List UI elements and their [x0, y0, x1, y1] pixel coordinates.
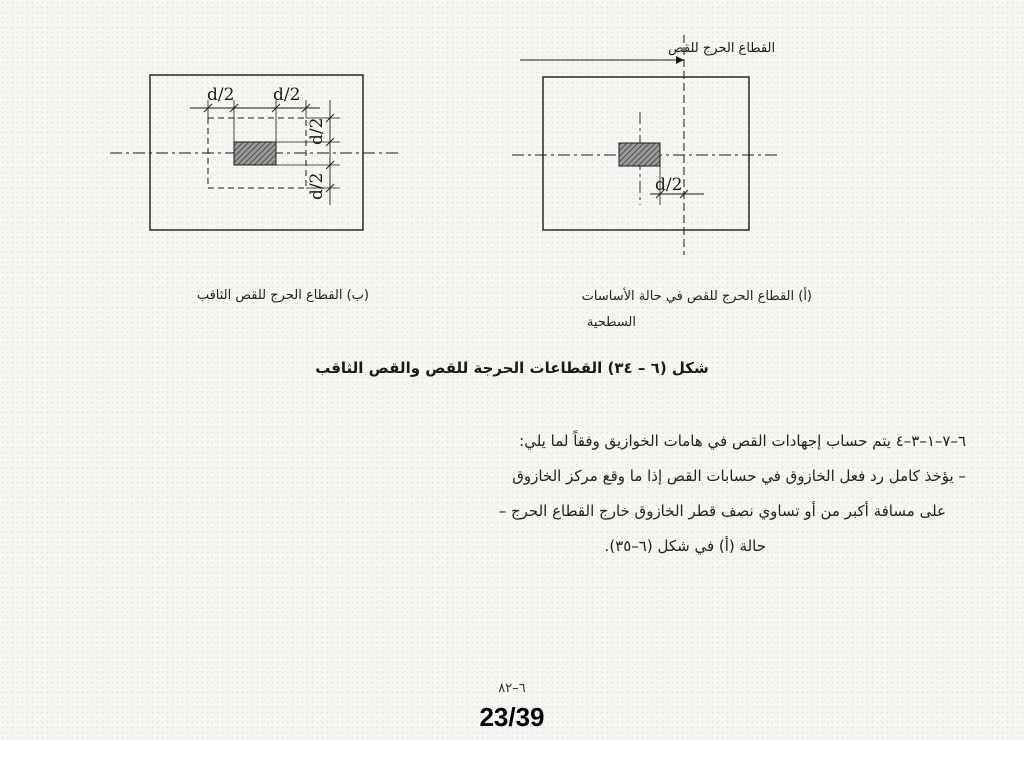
figure-b-punching-shear — [110, 75, 400, 230]
caption-a-line1: (أ) القطاع الحرج للقص في حالة الأساسات — [581, 289, 812, 304]
column-section-b — [234, 142, 276, 165]
critical-section-label: القطاع الحرج للقص — [668, 41, 776, 56]
dim-label-b-top-right: d/2 — [273, 85, 301, 105]
caption-a-line2: السطحية — [586, 315, 636, 330]
page-counter: 23/39 — [479, 702, 545, 732]
figure-title: شكل (٦ – ٣٤) القطاعات الحرجة للقص والقص الثاقب — [315, 359, 709, 377]
body-line-3: على مسافة أكبر من أو تساوي نصف قطر الخازوق خارج القطاع الحرج – — [498, 502, 946, 520]
body-line-2: – يؤخذ كامل رد فعل الخازوق في حسابات القص إذا ما وقع مركز الخازوق — [512, 467, 966, 485]
column-section-a — [619, 143, 660, 166]
dim-label-b-right-top: d/2 — [307, 117, 327, 145]
caption-b: (ب) القطاع الحرج للقص الثاقب — [196, 288, 369, 303]
shear-sections-figure — [0, 0, 1024, 330]
body-line-4: حالة (أ) في شكل (٦–٣٥). — [604, 537, 766, 555]
dim-label-b-right-bottom: d/2 — [307, 172, 327, 200]
dim-label-b-top-left: d/2 — [207, 85, 235, 105]
page-number: ٦–٨٢ — [498, 681, 526, 696]
body-line-1: ٦–٧–١–٣–٤ يتم حساب إجهادات القص في هامات الخوازيق وفقاً لما يلي: — [519, 432, 966, 450]
figure-a-shear — [512, 35, 780, 255]
dim-label-a: d/2 — [655, 175, 683, 195]
